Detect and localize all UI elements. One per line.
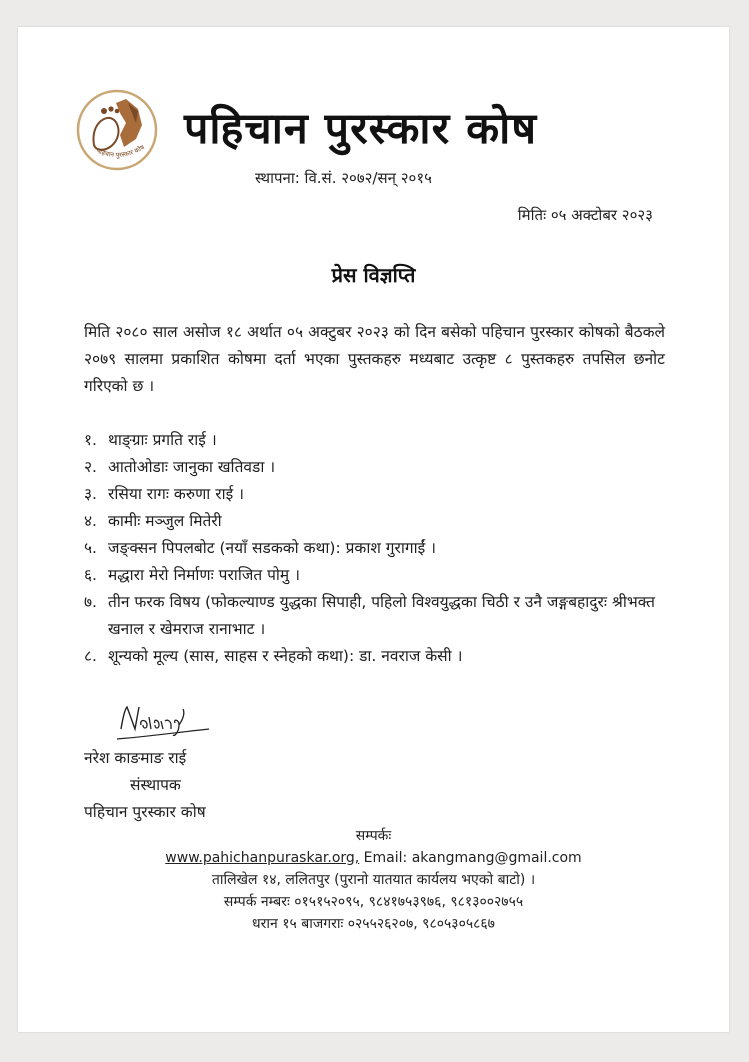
list-item bbox=[84, 427, 674, 454]
list-item-number: ३. bbox=[84, 485, 97, 503]
established-line: स्थापना: वि.सं. २०७२/सन् २०१५ bbox=[255, 169, 432, 187]
list-item-number: ६. bbox=[84, 566, 97, 584]
contact-block bbox=[18, 825, 729, 935]
body-paragraph: मिति २०८० साल असोज १८ अर्थात ०५ अक्टुबर २०२३ को दिन बसेको पहिचान पुरस्कार कोषको बैठकले २०७९ सालमा प्रकाशित कोषमा दर्ता भएका पुस्तकहरु मध्यबाट उत्कृष्ट ८ पुस्तकहरु तपसिल छनोट गरिएको छ । bbox=[84, 323, 665, 395]
list-item bbox=[84, 481, 674, 508]
list-item-number: २. bbox=[84, 458, 97, 476]
contact-label: सम्पर्कः bbox=[355, 828, 392, 844]
contact-web-email bbox=[18, 847, 729, 869]
list-item-text: जङ्क्सन पिपलबोट (नयाँ सडकको कथा): प्रकाश गुरागाईं । bbox=[108, 539, 437, 557]
list-item bbox=[84, 535, 674, 562]
list-item-number: ४. bbox=[84, 512, 97, 530]
list-item-number: ८. bbox=[84, 647, 97, 665]
list-item-text: रसिया रागः करुणा राई । bbox=[108, 485, 244, 503]
contact-address: तालिखेल १४, ललितपुर (पुरानो यातयात कार्यलय भएको बाटो) । bbox=[211, 872, 536, 888]
signatory-name: नरेश काङमाङ राई bbox=[84, 749, 187, 767]
website-link[interactable]: www.pahichanpuraskar.org, bbox=[165, 850, 360, 866]
list-item bbox=[84, 508, 674, 535]
list-item-number: १. bbox=[84, 431, 97, 449]
list-item-number: ७. bbox=[84, 593, 97, 611]
list-item-text: आतोओडाः जानुका खतिवडा । bbox=[108, 458, 276, 476]
list-item bbox=[84, 562, 674, 589]
signatory-org: पहिचान पुरस्कार कोष bbox=[84, 803, 206, 821]
signatory-role: संस्थापक bbox=[130, 776, 181, 794]
list-item-text: तीन फरक विषय (फोकल्याण्ड युद्धका सिपाही, पहिलो विश्वयुद्धका चिठी र उनै जङ्गबहादुरः श्रीभक्त खनाल र खेमराज रानाभाट । bbox=[108, 593, 655, 638]
list-item bbox=[84, 643, 674, 670]
date-line: मितिः ०५ अक्टोबर २०२३ bbox=[517, 206, 653, 224]
signatory-block bbox=[84, 745, 206, 826]
email-text: Email: akangmang@gmail.com bbox=[359, 850, 582, 866]
org-name-title: पहिचान पुरस्कार कोष bbox=[184, 104, 538, 154]
logo-caption: पहिचान पुरस्कार कोष bbox=[95, 143, 146, 160]
list-item-number: ५. bbox=[84, 539, 97, 557]
list-item-text: कामीः मञ्जुल मितेरी bbox=[108, 512, 222, 530]
contact-phone: सम्पर्क नम्बरः ०१५१५२०९५, ९८४१७५३९७६, ९८१३००२७५५ bbox=[223, 894, 524, 910]
contact-dharan: धरान १५ बाजगराः ०२५५२६२०७, ९८०५३०५८६७ bbox=[252, 916, 495, 932]
book-list bbox=[84, 427, 674, 670]
press-release-page bbox=[18, 27, 729, 1032]
list-item bbox=[84, 454, 674, 481]
press-release-heading: प्रेस विज्ञप्ति bbox=[331, 263, 416, 287]
footprint-logo-icon bbox=[76, 89, 158, 171]
list-item-text: मद्धारा मेरो निर्माणः पराजित पोमु । bbox=[108, 566, 300, 584]
list-item-text: थाङ्ग्राः प्रगति राई । bbox=[108, 431, 217, 449]
signature-image bbox=[113, 699, 213, 743]
list-item-text: शून्यको मूल्य (सास, साहस र स्नेहको कथा): डा. नवराज केसी । bbox=[108, 647, 463, 665]
list-item bbox=[84, 589, 674, 643]
